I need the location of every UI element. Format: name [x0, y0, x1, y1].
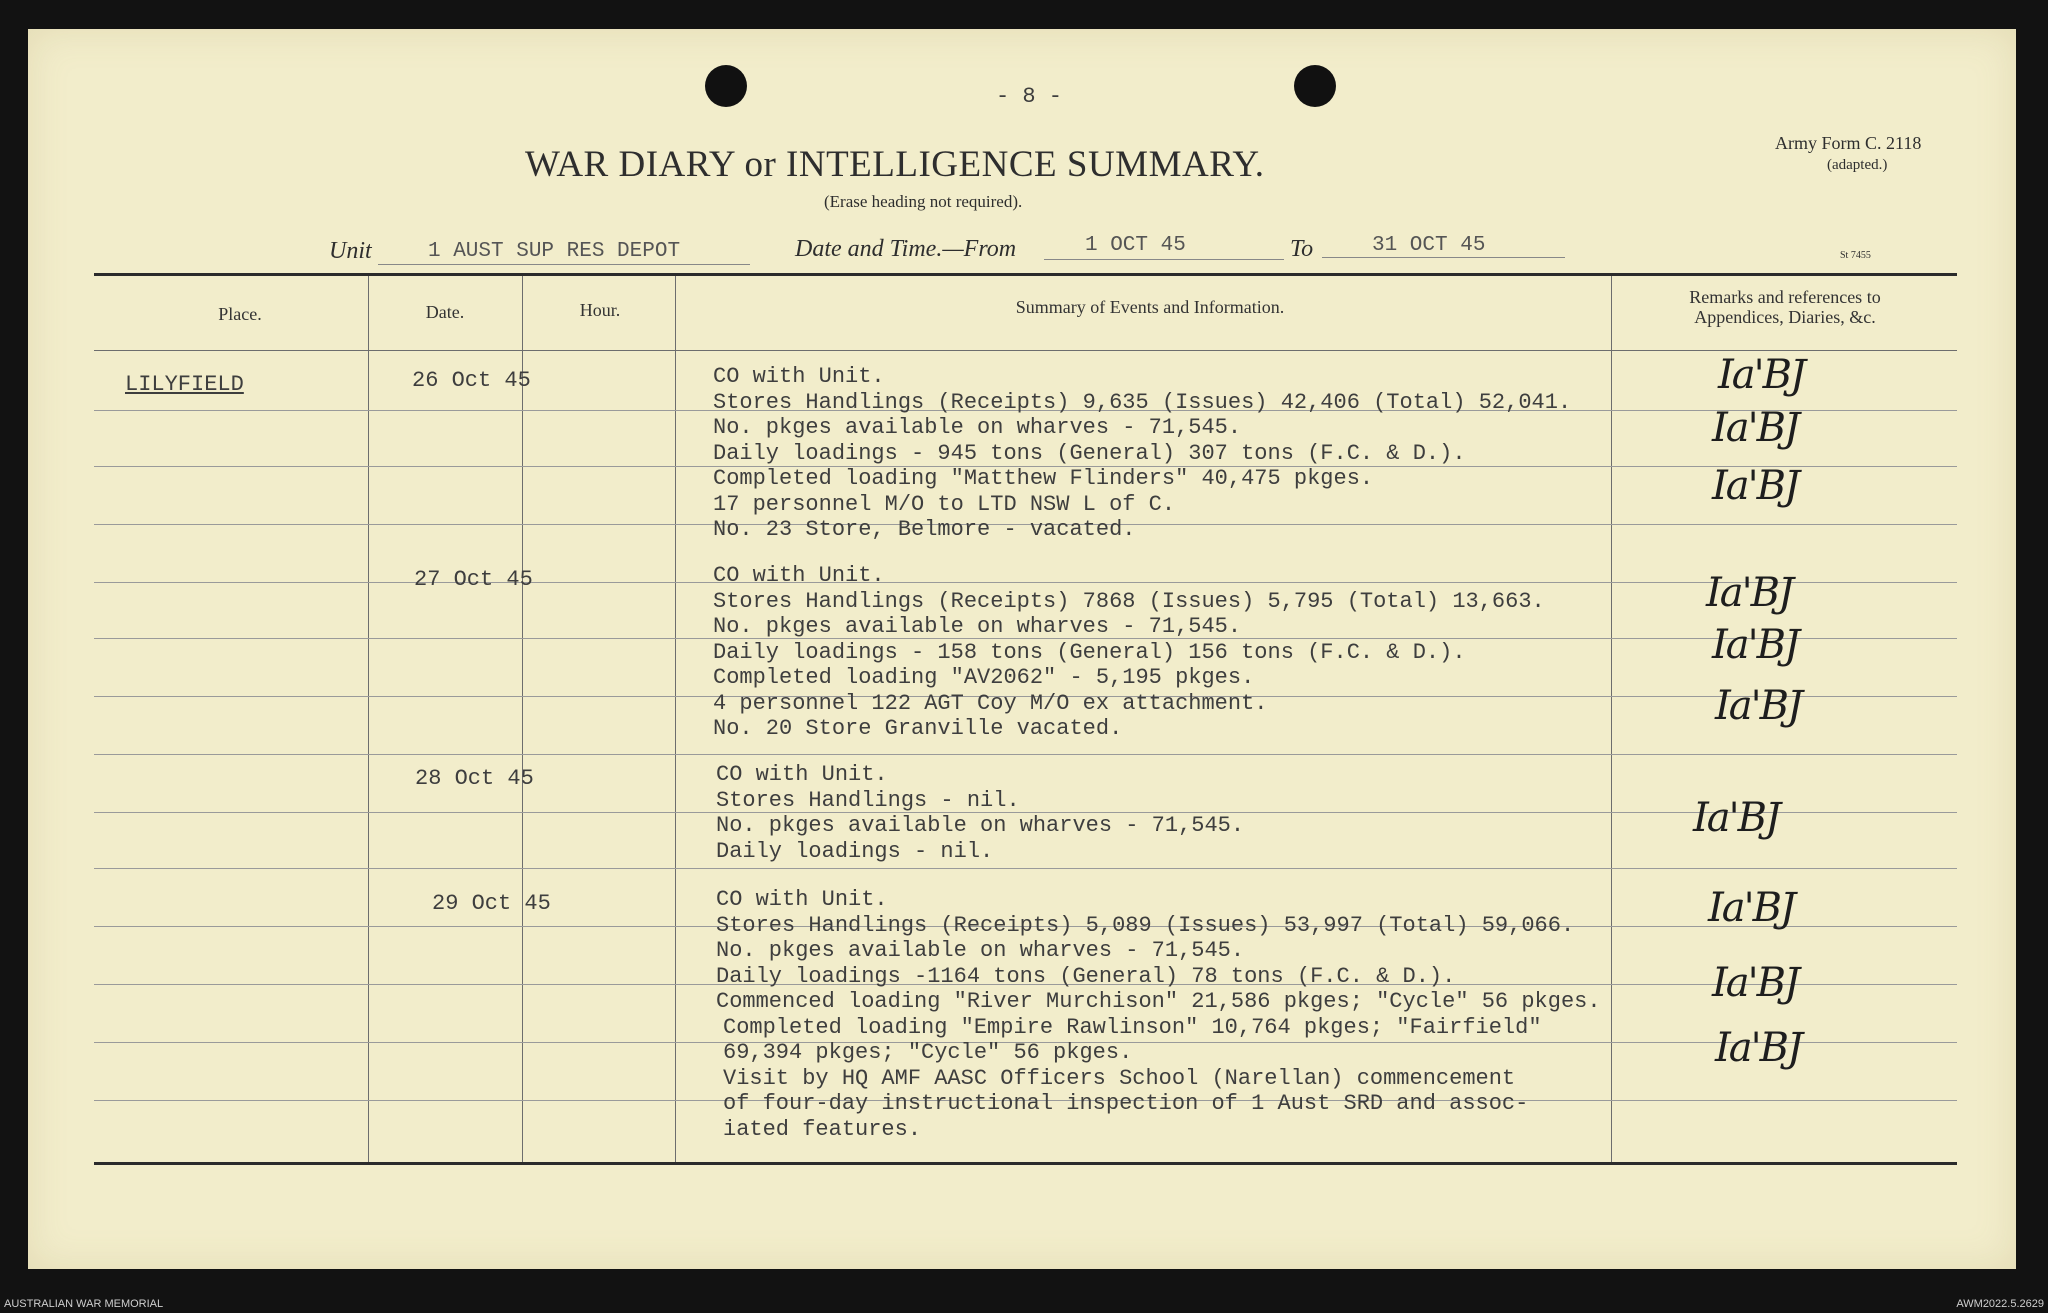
- footer-credit: AUSTRALIAN WAR MEMORIAL: [4, 1298, 164, 1310]
- header-date: Date.: [425, 302, 465, 322]
- entry-line: CO with Unit.: [713, 364, 885, 389]
- entry-summary: [713, 563, 1545, 742]
- entry-line: No. pkges available on wharves - 71,545.: [713, 614, 1242, 639]
- entry-line: Daily loadings - 945 tons (General) 307 tons (F.C. & D.).: [713, 440, 1466, 466]
- unit-value: 1 AUST SUP RES DEPOT: [428, 240, 681, 263]
- punch-hole: [1294, 65, 1336, 107]
- to-label: To: [1290, 236, 1314, 262]
- entry-summary: [716, 762, 1244, 864]
- entry-line: Completed loading "AV2062" - 5,195 pkges.: [713, 665, 1255, 690]
- entry-summary: [716, 887, 1601, 1142]
- header-remarks-1: Remarks and references to: [1689, 287, 1881, 307]
- header-summary: Summary of Events and Information.: [1015, 297, 1285, 317]
- page-title: WAR DIARY or INTELLIGENCE SUMMARY.: [525, 144, 1265, 185]
- punch-hole: [705, 65, 747, 107]
- initials-signature: Ia'BJ: [1712, 405, 1799, 451]
- initials-signature: Ia'BJ: [1715, 1025, 1802, 1071]
- entry-line: 69,394 pkges; "Cycle" 56 pkges.: [723, 1040, 1133, 1065]
- entry-line: No. pkges available on wharves - 71,545.: [716, 938, 1245, 963]
- footer-accession: AWM2022.5.2629: [1956, 1298, 2044, 1310]
- entry-line: 4 personnel 122 AGT Coy M/O ex attachment.: [713, 690, 1268, 716]
- entry-line: of four-day instructional inspection of 1 Aust SRD and assoc-: [723, 1091, 1529, 1116]
- entry-line: Daily loadings - nil.: [716, 838, 994, 864]
- entry-date: 27 Oct 45: [414, 567, 533, 592]
- table-bottom-rule: [94, 1162, 1957, 1165]
- page-number: - 8 -: [996, 84, 1063, 109]
- entry-line: No. pkges available on wharves - 71,545.: [716, 813, 1245, 838]
- entry-line: Completed loading "Matthew Flinders" 40,475 pkges.: [713, 466, 1374, 491]
- unit-label: Unit: [329, 238, 372, 264]
- entry-date: 29 Oct 45: [432, 891, 551, 916]
- entry-line: CO with Unit.: [716, 762, 888, 787]
- entry-line: Daily loadings -1164 tons (General) 78 tons (F.C. & D.).: [716, 963, 1456, 989]
- initials-signature: Ia'BJ: [1715, 683, 1802, 729]
- entry-line: No. 20 Store Granville vacated.: [713, 716, 1123, 741]
- form-note: (adapted.): [1827, 157, 1888, 173]
- initials-signature: Ia'BJ: [1706, 570, 1793, 616]
- place-value: LILYFIELD: [125, 372, 244, 397]
- initials-signature: Ia'BJ: [1712, 463, 1799, 509]
- entry-line: Completed loading "Empire Rawlinson" 10,764 pkges; "Fairfield": [723, 1014, 1542, 1040]
- to-date: 31 OCT 45: [1372, 234, 1486, 257]
- header-hour: Hour.: [579, 300, 621, 320]
- entry-line: Visit by HQ AMF AASC Officers School (Narellan) commencement: [723, 1065, 1516, 1091]
- header-remarks-2: Appendices, Diaries, &c.: [1694, 307, 1876, 327]
- entry-line: iated features.: [723, 1116, 922, 1142]
- stock-number: St 7455: [1840, 250, 1871, 261]
- entry-date: 26 Oct 45: [412, 368, 531, 393]
- table-top-rule: [94, 273, 1957, 276]
- initials-signature: Ia'BJ: [1708, 885, 1795, 931]
- initials-signature: Ia'BJ: [1693, 795, 1780, 841]
- entry-line: Stores Handlings - nil.: [716, 787, 1020, 813]
- entry-line: Commenced loading "River Murchison" 21,586 pkges; "Cycle" 56 pkges.: [716, 989, 1601, 1014]
- from-date: 1 OCT 45: [1085, 234, 1186, 257]
- entry-line: No. pkges available on wharves - 71,545.: [713, 415, 1242, 440]
- entry-line: Stores Handlings (Receipts) 5,089 (Issues) 53,997 (Total) 59,066.: [716, 912, 1575, 938]
- initials-signature: Ia'BJ: [1718, 352, 1805, 398]
- entry-line: Daily loadings - 158 tons (General) 156 tons (F.C. & D.).: [713, 639, 1466, 665]
- entry-line: No. 23 Store, Belmore - vacated.: [713, 517, 1136, 542]
- initials-signature: Ia'BJ: [1712, 622, 1799, 668]
- entry-line: CO with Unit.: [713, 563, 885, 588]
- header-place: Place.: [218, 304, 262, 324]
- page-subtitle: (Erase heading not required).: [824, 192, 1023, 211]
- entry-summary: [713, 364, 1571, 543]
- entry-date: 28 Oct 45: [415, 766, 534, 791]
- date-time-label: Date and Time.—From: [795, 236, 1017, 262]
- entry-line: Stores Handlings (Receipts) 7868 (Issues) 5,795 (Total) 13,663.: [713, 588, 1545, 614]
- initials-signature: Ia'BJ: [1712, 960, 1799, 1006]
- entry-line: 17 personnel M/O to LTD NSW L of C.: [713, 491, 1176, 517]
- entry-line: Stores Handlings (Receipts) 9,635 (Issues) 42,406 (Total) 52,041.: [713, 389, 1572, 415]
- entry-line: CO with Unit.: [716, 887, 888, 912]
- form-number: Army Form C. 2118: [1775, 133, 1922, 153]
